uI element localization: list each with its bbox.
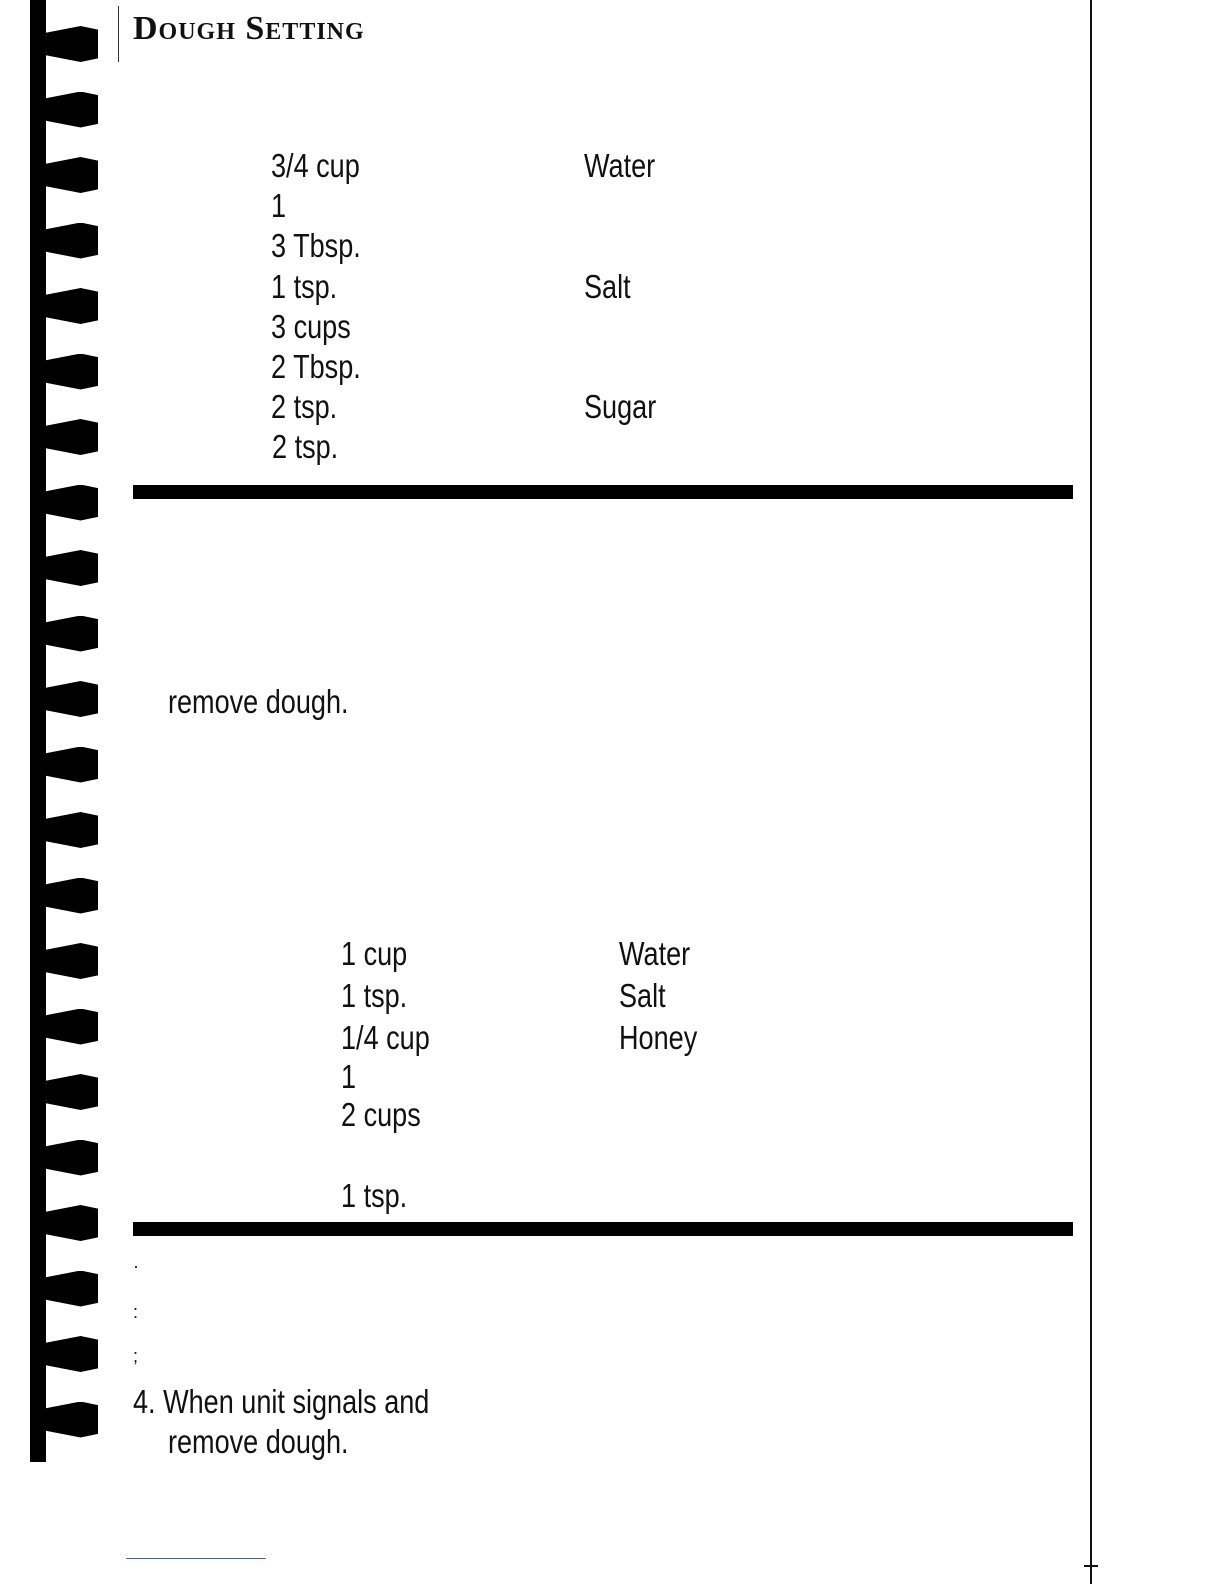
binding-coil bbox=[40, 747, 98, 783]
binding-coil bbox=[40, 157, 98, 193]
header-rule bbox=[118, 6, 119, 62]
binding-coil bbox=[40, 1271, 98, 1307]
recipe2-amount: 1 tsp. bbox=[341, 1177, 408, 1214]
recipe2-step4-line2: remove dough. bbox=[168, 1423, 349, 1460]
binding-coil bbox=[40, 223, 98, 259]
recipe2-amount: 1 cup bbox=[341, 935, 408, 972]
recipe2-amount: 1 tsp. bbox=[341, 977, 408, 1014]
recipe1-amount: 3/4 cup bbox=[271, 147, 360, 184]
margin-mark: · bbox=[133, 1256, 139, 1276]
spiral-binding bbox=[30, 0, 46, 1462]
recipe1-amount: 2 Tbsp. bbox=[271, 348, 361, 385]
recipe2-amount: 2 cups bbox=[341, 1096, 421, 1133]
page-edge-tick bbox=[1084, 1565, 1098, 1567]
page-title: Dough Setting bbox=[133, 10, 365, 47]
binding-coil bbox=[40, 26, 98, 62]
binding-coil bbox=[40, 1336, 98, 1372]
binding-coil bbox=[40, 1140, 98, 1176]
recipe1-step-text: remove dough. bbox=[168, 683, 349, 720]
recipe2-step4-line1: 4. When unit signals and bbox=[133, 1383, 430, 1420]
recipe1-ingredient: Water bbox=[584, 147, 656, 184]
binding-coil bbox=[40, 1009, 98, 1045]
binding-coil bbox=[40, 92, 98, 128]
recipe2-ingredient: Water bbox=[619, 935, 691, 972]
binding-coil bbox=[40, 485, 98, 521]
section-divider bbox=[133, 485, 1073, 499]
binding-coil bbox=[40, 288, 98, 324]
binding-coil bbox=[40, 1074, 98, 1110]
binding-coil bbox=[40, 550, 98, 586]
footer-line bbox=[126, 1558, 266, 1559]
binding-coil bbox=[40, 616, 98, 652]
recipe1-amount: 1 bbox=[271, 187, 287, 224]
recipe1-amount: 1 tsp. bbox=[271, 268, 338, 305]
binding-coil bbox=[40, 681, 98, 717]
recipe1-amount: 3 Tbsp. bbox=[271, 227, 361, 264]
binding-coil bbox=[40, 812, 98, 848]
recipe1-amount: 2 tsp. bbox=[271, 388, 338, 425]
recipe1-amount: 2 tsp. bbox=[272, 428, 339, 465]
binding-coil bbox=[40, 354, 98, 390]
binding-coil bbox=[40, 943, 98, 979]
binding-coil bbox=[40, 878, 98, 914]
binding-coil bbox=[40, 419, 98, 455]
recipe2-ingredient: Honey bbox=[619, 1019, 698, 1056]
section-divider bbox=[133, 1222, 1073, 1236]
recipe2-amount: 1 bbox=[341, 1058, 357, 1095]
recipe2-amount: 1/4 cup bbox=[341, 1019, 430, 1056]
page-edge-rule bbox=[1090, 0, 1092, 1584]
binding-coil bbox=[40, 1402, 98, 1438]
binding-coil bbox=[40, 1205, 98, 1241]
recipe2-ingredient: Salt bbox=[619, 977, 666, 1014]
margin-mark: : bbox=[133, 1302, 139, 1322]
recipe1-amount: 3 cups bbox=[271, 308, 351, 345]
margin-mark: ; bbox=[133, 1346, 139, 1366]
recipe1-ingredient: Sugar bbox=[584, 388, 657, 425]
recipe1-ingredient: Salt bbox=[584, 268, 631, 305]
